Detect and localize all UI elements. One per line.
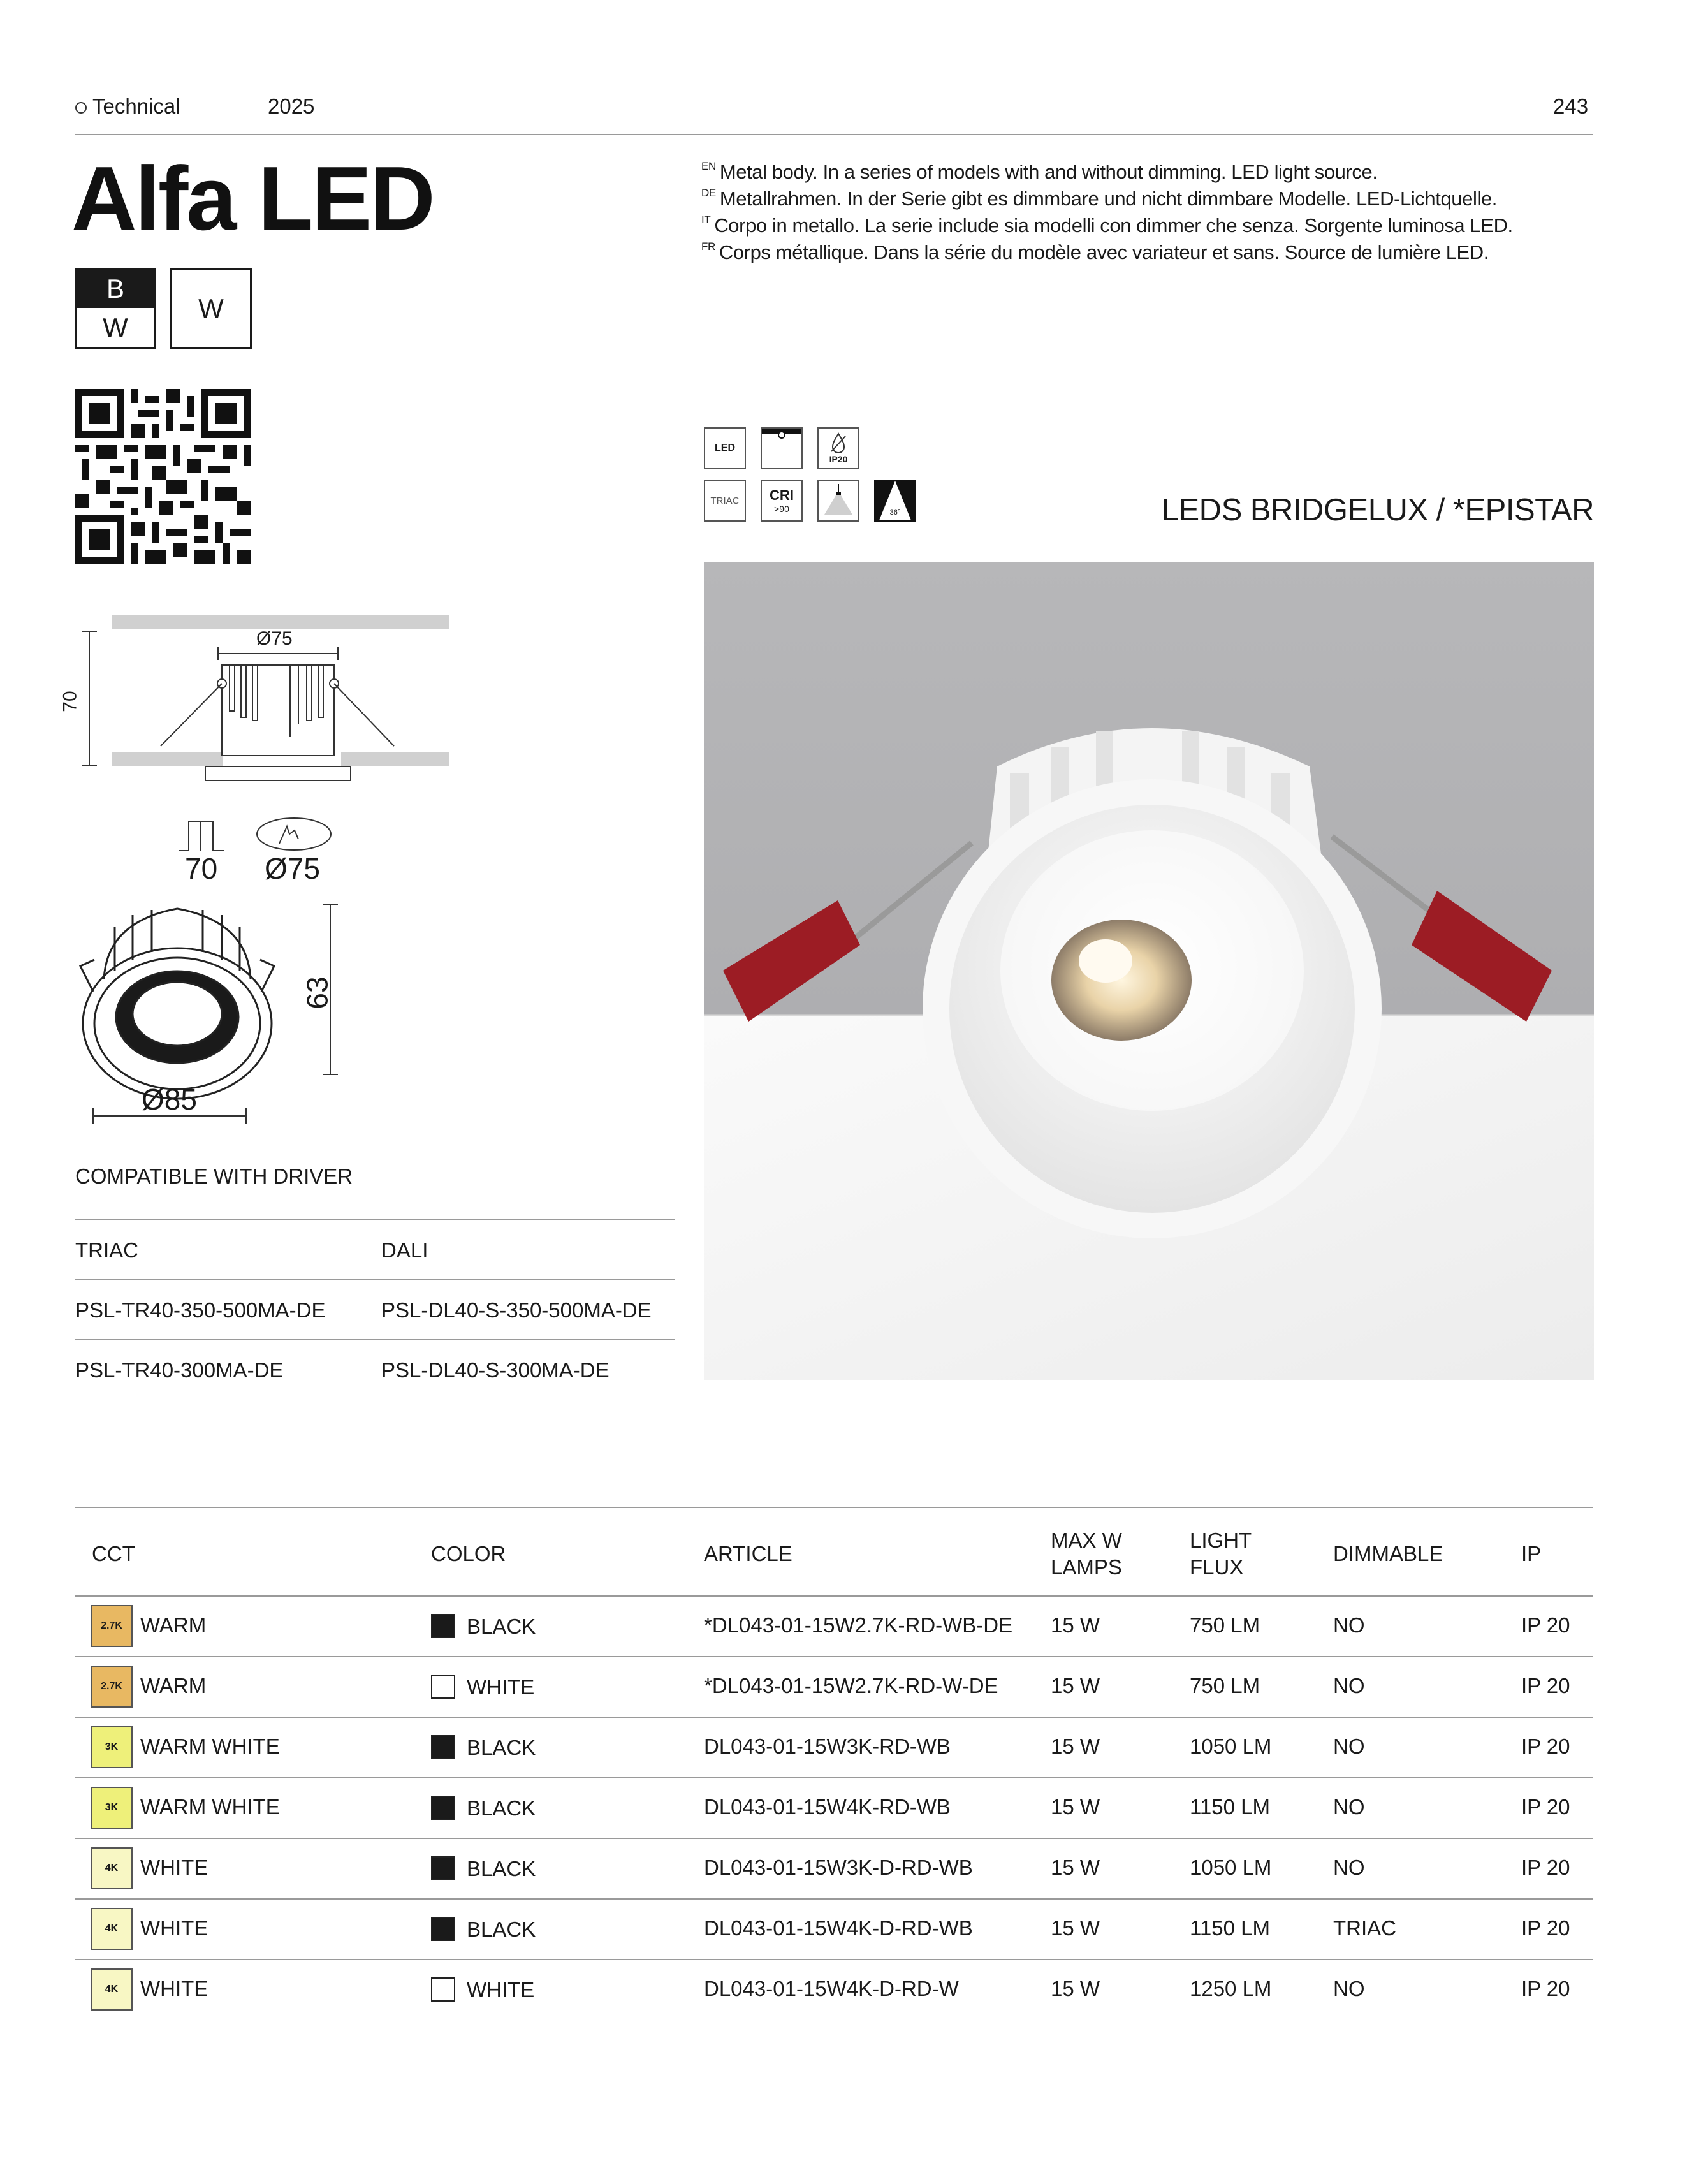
table-row [0, 1656, 1694, 1717]
col-header-dimmable: DIMMABLE [1333, 1542, 1443, 1565]
cct-name: WARM WHITE [140, 1794, 280, 1819]
cct-name: WHITE [140, 1916, 208, 1940]
cct-name: WHITE [140, 1976, 208, 2000]
cutout-depth-value: 70 [185, 852, 218, 885]
cct-badge: 3K [91, 1726, 133, 1768]
ip-rating: IP 20 [1521, 1673, 1570, 1697]
table-row [0, 1777, 1694, 1838]
driver-triac-2: PSL-TR40-300MA-DE [75, 1358, 284, 1382]
color-swatch [431, 1614, 455, 1638]
variant-white: W [77, 308, 154, 347]
product-photo [704, 562, 1594, 1380]
cct-name: WHITE [140, 1855, 208, 1879]
table-row [0, 1959, 1694, 2019]
cutout-depth-icon [177, 817, 226, 853]
header-divider [75, 134, 1593, 135]
light-cone-icon [817, 480, 859, 522]
max-wattage: 15 W [1051, 1976, 1100, 2000]
ip20-label: IP20 [829, 454, 848, 464]
col-header-color: COLOR [431, 1542, 506, 1565]
color-swatch [431, 1856, 455, 1880]
variant-black: B [77, 270, 154, 308]
color-name: BLACK [467, 1917, 536, 1941]
article-code: DL043-01-15W4K-D-RD-WB [704, 1916, 973, 1940]
max-wattage: 15 W [1051, 1613, 1100, 1637]
ip20-icon [817, 427, 859, 469]
color-swatch [431, 1977, 455, 2002]
page-number: 243 [1553, 94, 1589, 118]
triac-icon [704, 480, 746, 522]
ip-rating: IP 20 [1521, 1976, 1570, 2000]
body-height-dimension: 63 [300, 976, 334, 1009]
side-section-drawing [59, 609, 459, 794]
table-top-border [75, 1507, 1593, 1508]
variant-single: W [170, 268, 252, 349]
table-row [0, 1717, 1694, 1777]
cct-badge: 4K [91, 1908, 133, 1950]
description-text: Metal body. In a series of models with and without dimming. LED light source. [719, 161, 1378, 183]
dimmable-value: NO [1333, 1976, 1365, 2000]
description-text: Metallrahmen. In der Serie gibt es dimmbare und nicht dimmbare Modelle. LED-Lichtquelle. [719, 187, 1498, 210]
beam-angle-label: 36° [889, 509, 901, 517]
driver-divider [75, 1339, 675, 1340]
light-flux: 750 LM [1190, 1673, 1260, 1697]
lang-code: IT [701, 214, 711, 226]
cct-badge: 4K [91, 1968, 133, 2011]
driver-section-title: COMPATIBLE WITH DRIVER [75, 1164, 353, 1188]
beam-angle-icon [874, 480, 916, 522]
color-swatch [431, 1735, 455, 1759]
dimmable-value: NO [1333, 1613, 1365, 1637]
driver-header-dali: DALI [381, 1238, 428, 1262]
max-wattage: 15 W [1051, 1916, 1100, 1940]
col-header-article: ARTICLE [704, 1542, 792, 1565]
color-name: BLACK [467, 1856, 536, 1880]
col-header-line: LAMPS [1051, 1555, 1122, 1579]
led-icon [704, 427, 746, 469]
dimmable-value: TRIAC [1333, 1916, 1396, 1940]
cri-value: >90 [774, 504, 789, 514]
color-name: BLACK [467, 1735, 536, 1759]
driver-divider [75, 1279, 675, 1280]
driver-dali-2: PSL-DL40-S-300MA-DE [381, 1358, 610, 1382]
cct-name: WARM WHITE [140, 1734, 280, 1758]
dimmable-value: NO [1333, 1855, 1365, 1879]
table-row [0, 1838, 1694, 1898]
light-flux: 1250 LM [1190, 1976, 1272, 2000]
ip-rating: IP 20 [1521, 1613, 1570, 1637]
year-label: 2025 [268, 94, 315, 118]
color-swatch [431, 1917, 455, 1941]
col-header-ip: IP [1521, 1542, 1542, 1565]
col-header-max-w [1051, 1527, 1122, 1581]
ip-rating: IP 20 [1521, 1734, 1570, 1758]
light-flux: 750 LM [1190, 1613, 1260, 1637]
bullet-circle-icon [75, 102, 87, 114]
description-text: Corpo in metallo. La serie include sia modelli con dimmer che senza. Sorgente luminosa LED. [714, 214, 1513, 237]
dimmable-value: NO [1333, 1794, 1365, 1819]
ip-rating: IP 20 [1521, 1794, 1570, 1819]
article-code: DL043-01-15W4K-D-RD-W [704, 1976, 959, 2000]
article-code: *DL043-01-15W2.7K-RD-W-DE [704, 1673, 998, 1697]
color-name: WHITE [467, 1977, 535, 2002]
light-flux: 1150 LM [1190, 1916, 1270, 1940]
ip-rating: IP 20 [1521, 1855, 1570, 1879]
table-row [0, 1898, 1694, 1959]
qr-code[interactable] [75, 389, 251, 564]
cct-badge: 4K [91, 1847, 133, 1889]
top-diameter-dimension: Ø75 [256, 628, 293, 649]
cct-badge: 3K [91, 1787, 133, 1829]
description-text: Corps métallique. Dans la série du modèle avec variateur et sans. Source de lumière LED. [719, 241, 1489, 263]
lang-code: EN [701, 160, 716, 172]
max-wattage: 15 W [1051, 1794, 1100, 1819]
cutout-diameter-icon [254, 815, 334, 853]
cri-label: CRI [770, 487, 794, 503]
color-swatch [431, 1796, 455, 1820]
driver-dali-1: PSL-DL40-S-350-500MA-DE [381, 1298, 652, 1322]
max-wattage: 15 W [1051, 1673, 1100, 1697]
col-header-line: FLUX [1190, 1555, 1244, 1579]
table-row [0, 1595, 1694, 1656]
led-icon-label: LED [715, 443, 735, 453]
recessed-icon [761, 427, 803, 469]
color-swatch [431, 1675, 455, 1699]
light-flux: 1050 LM [1190, 1855, 1272, 1879]
col-header-light-flux [1190, 1527, 1252, 1581]
article-code: DL043-01-15W3K-RD-WB [704, 1734, 951, 1758]
section-label: Technical [92, 94, 180, 118]
driver-header-triac: TRIAC [75, 1238, 138, 1262]
cct-badge: 2.7K [91, 1605, 133, 1647]
product-title: Alfa LED [71, 148, 434, 249]
light-flux: 1050 LM [1190, 1734, 1272, 1758]
color-name: BLACK [467, 1796, 536, 1820]
col-header-line: LIGHT [1190, 1528, 1252, 1552]
dimmable-value: NO [1333, 1734, 1365, 1758]
lang-code: FR [701, 240, 715, 253]
max-wattage: 15 W [1051, 1734, 1100, 1758]
article-code: *DL043-01-15W2.7K-RD-WB-DE [704, 1613, 1013, 1637]
color-name: WHITE [467, 1675, 535, 1699]
cri-icon [761, 480, 803, 522]
cutout-diameter-value: Ø75 [265, 852, 320, 885]
cct-name: WARM [140, 1673, 207, 1697]
article-code: DL043-01-15W3K-D-RD-WB [704, 1855, 973, 1879]
description-fr [701, 233, 1594, 266]
article-code: DL043-01-15W4K-RD-WB [704, 1794, 951, 1819]
light-flux: 1150 LM [1190, 1794, 1270, 1819]
driver-triac-1: PSL-TR40-350-500MA-DE [75, 1298, 326, 1322]
fixture-outline-drawing [75, 896, 343, 1125]
col-header-line: MAX W [1051, 1528, 1122, 1552]
leds-source-label: LEDS BRIDGELUX / *EPISTAR [1161, 493, 1594, 527]
outer-diameter-dimension: Ø85 [142, 1083, 197, 1116]
lang-code: DE [701, 187, 716, 199]
height-dimension: 70 [59, 691, 81, 712]
ip-rating: IP 20 [1521, 1916, 1570, 1940]
cct-name: WARM [140, 1613, 207, 1637]
driver-divider [75, 1219, 675, 1220]
triac-label: TRIAC [710, 495, 740, 506]
color-name: BLACK [467, 1614, 536, 1638]
max-wattage: 15 W [1051, 1855, 1100, 1879]
col-header-cct: CCT [92, 1542, 135, 1565]
dimmable-value: NO [1333, 1673, 1365, 1697]
cct-badge: 2.7K [91, 1666, 133, 1708]
variant-pair [75, 268, 156, 349]
